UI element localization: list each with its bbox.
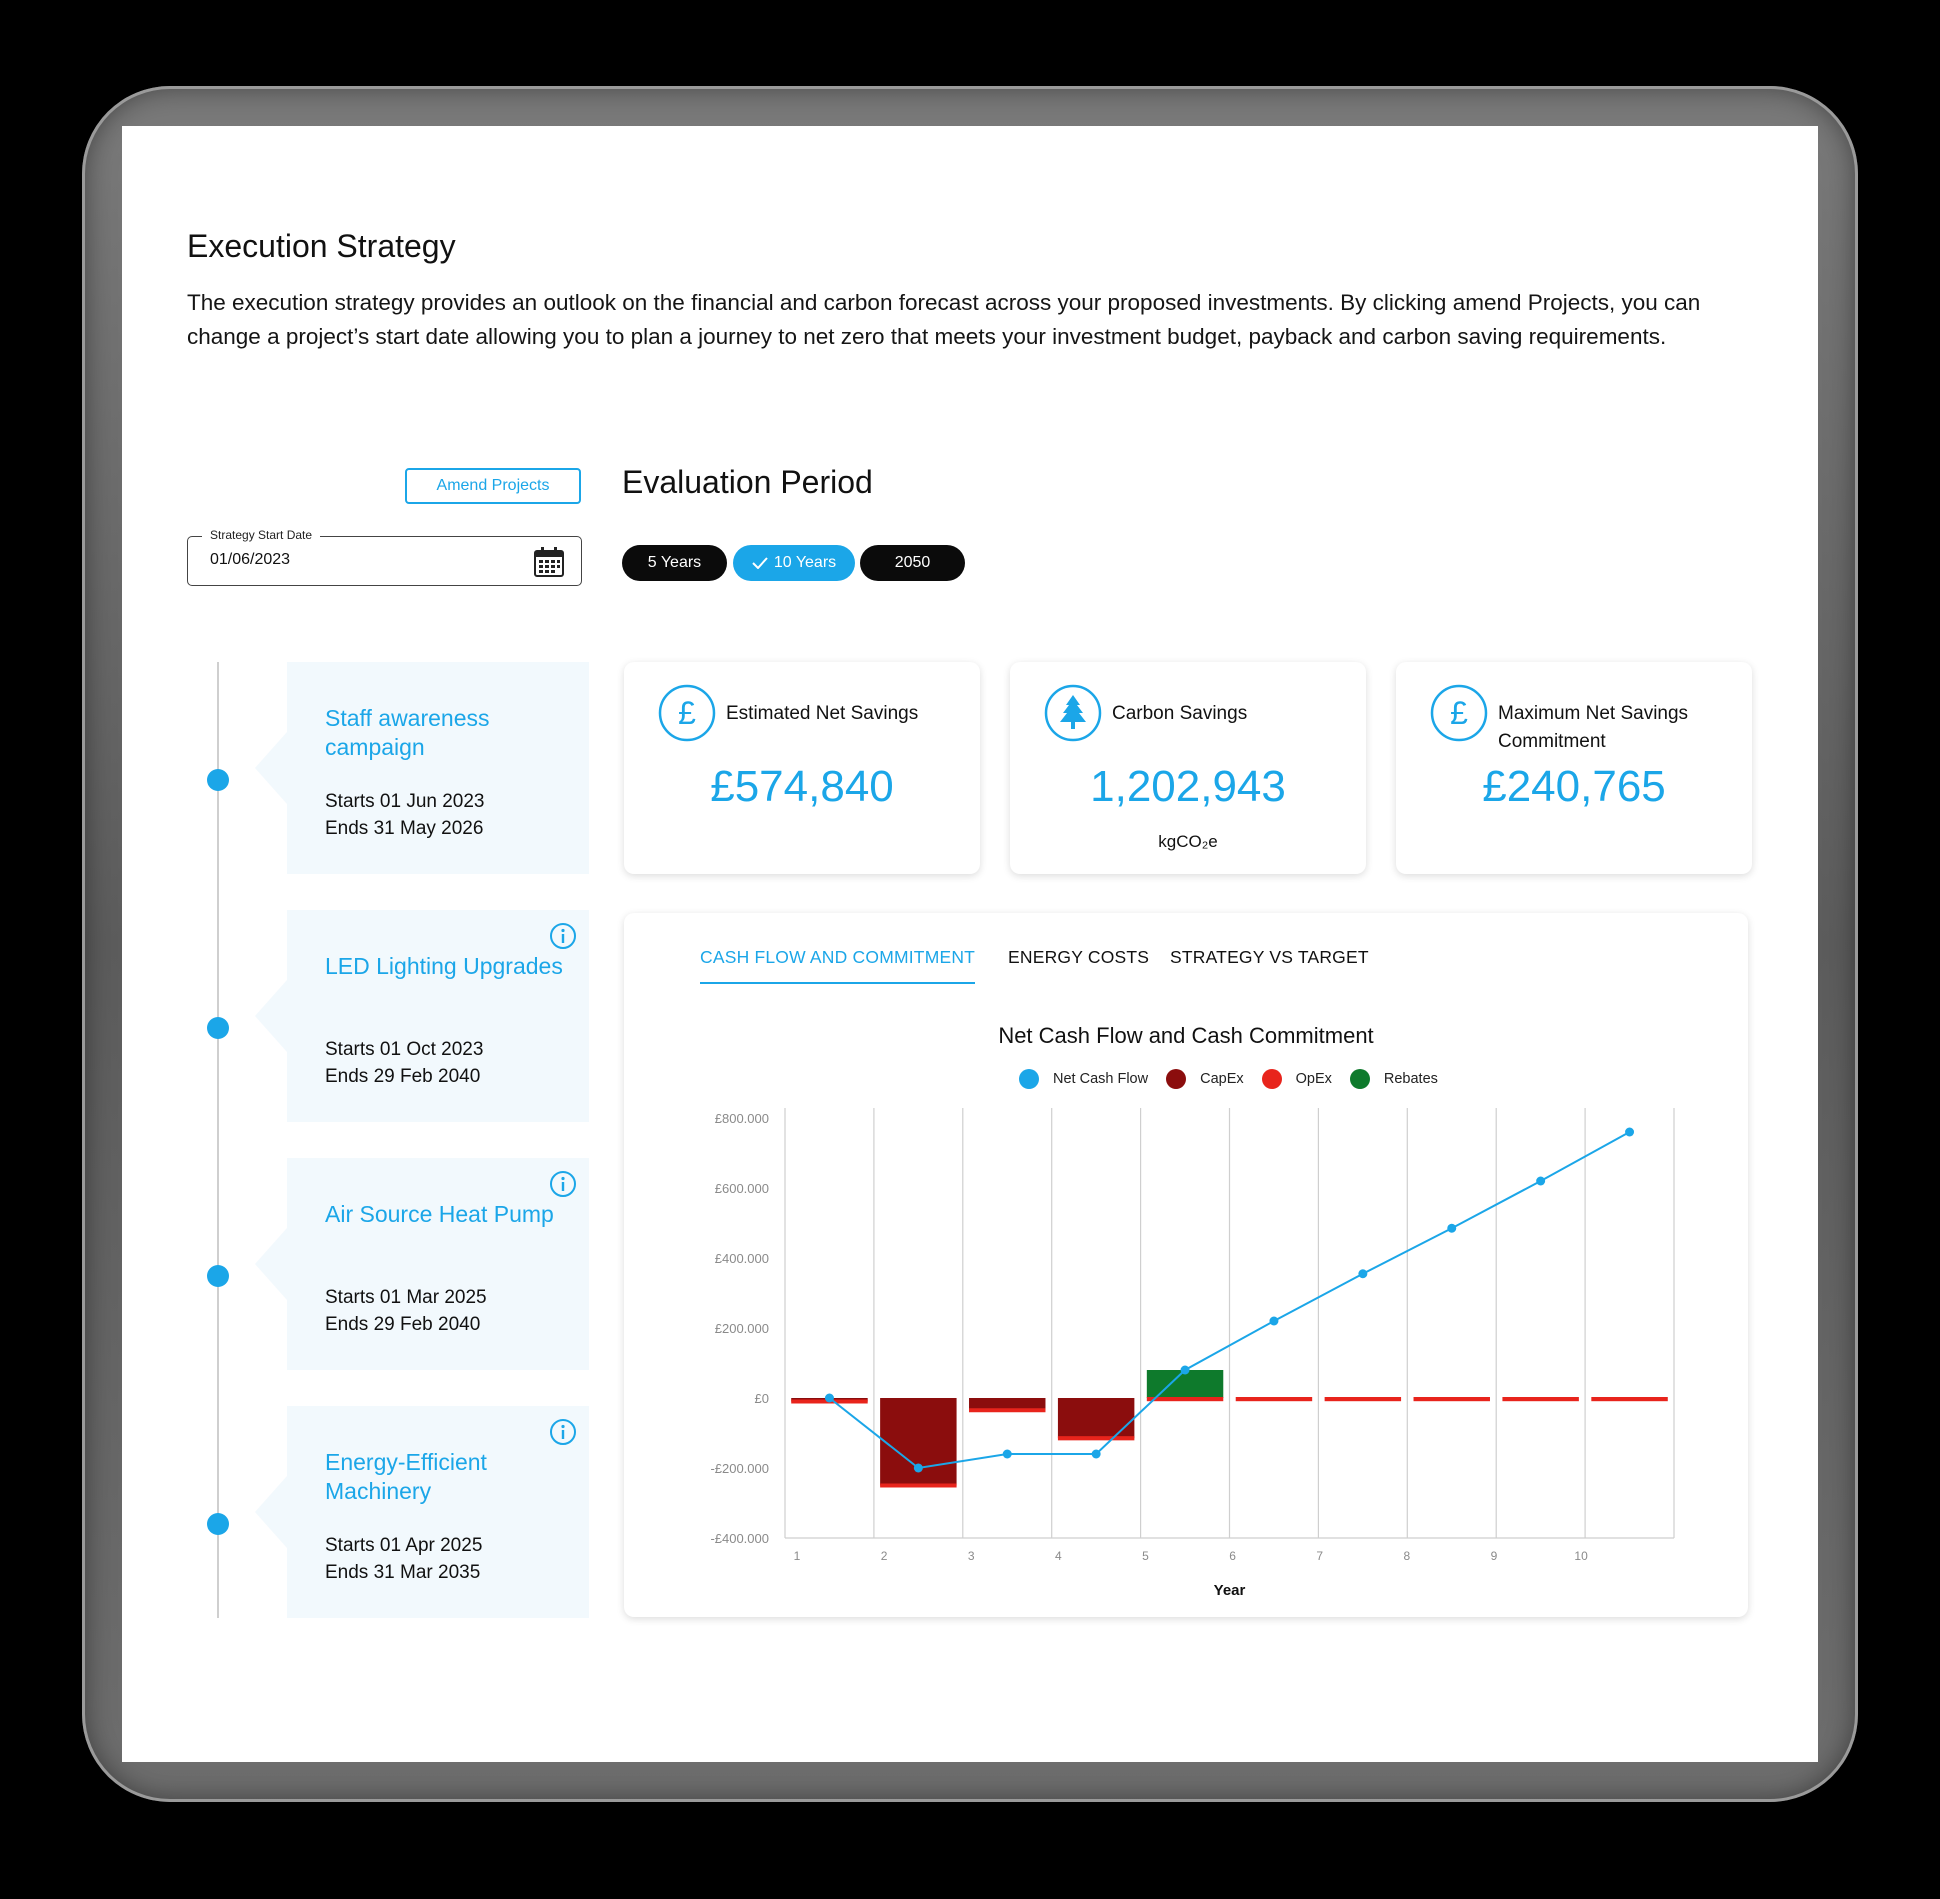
x-tick-label: 7 (1316, 1549, 1324, 1563)
tab-energy-costs[interactable]: ENERGY COSTS (1008, 947, 1150, 967)
kpi-carbon-savings (1010, 662, 1366, 874)
project-card-energy-efficient-machinery[interactable] (287, 1406, 589, 1618)
opex-bar (1502, 1397, 1578, 1401)
legend-label: Net Cash Flow (1053, 1071, 1149, 1087)
kpi-label: Maximum Net Savings Commitment (1498, 703, 1689, 752)
evaluation-period-title: Evaluation Period (622, 464, 873, 500)
opex-bar (880, 1484, 956, 1488)
x-tick-label: 1 (793, 1549, 801, 1563)
net-cash-flow-point (1358, 1269, 1367, 1278)
project-name: Staff awareness campaign (325, 705, 490, 760)
period-5-years-label: 5 Years (647, 554, 702, 571)
project-card-led-lighting[interactable] (287, 910, 589, 1122)
timeline-line (217, 662, 219, 1618)
x-tick-label: 2 (880, 1549, 888, 1563)
chart-card (624, 913, 1748, 1617)
pound-icon (1430, 684, 1488, 742)
timeline-dot (207, 1017, 229, 1039)
x-tick-label: 6 (1229, 1549, 1236, 1563)
svg-text:£: £ (678, 695, 696, 731)
project-end: Ends 29 Feb 2040 (325, 1314, 481, 1335)
opex-bar (1325, 1397, 1401, 1401)
period-10-years-button[interactable] (733, 545, 855, 581)
project-end: Ends 29 Feb 2040 (325, 1066, 481, 1087)
x-tick-label: 5 (1142, 1549, 1149, 1563)
y-tick-label: £400.000 (714, 1251, 769, 1266)
y-tick-label: £200.000 (714, 1321, 769, 1336)
project-start: Starts 01 Apr 2025 (325, 1535, 483, 1556)
y-tick-label: £600.000 (714, 1181, 769, 1196)
x-tick-label: 3 (967, 1549, 975, 1563)
opex-bar (1591, 1397, 1667, 1401)
x-tick-label: 4 (1055, 1549, 1062, 1563)
check-icon (752, 557, 768, 569)
legend-label: OpEx (1295, 1071, 1332, 1087)
net-cash-flow-point (1181, 1366, 1190, 1375)
legend-label: CapEx (1200, 1071, 1244, 1087)
project-name: Air Source Heat Pump (325, 1201, 554, 1227)
page-description: The execution strategy provides an outlook on the financial and carbon forecast across your proposed investments. By clicking amend Projects, you can change a project’s start date allowing you to plan a journey to net zero that meets your investment budget, payback and carbon saving requirements. (187, 290, 1701, 349)
project-name: Energy-Efficient Machinery (325, 1449, 487, 1504)
kpi-label: Estimated Net Savings (726, 703, 919, 724)
kpi-estimated-net-savings (624, 662, 980, 874)
cash-flow-chart (624, 913, 1748, 1617)
project-end: Ends 31 Mar 2035 (325, 1562, 481, 1583)
kpi-value: £574,840 (710, 762, 894, 811)
app-screen (122, 126, 1818, 1762)
calendar-icon[interactable] (533, 546, 565, 578)
start-date-value[interactable]: 01/06/2023 (210, 551, 291, 568)
info-icon[interactable] (549, 1418, 577, 1446)
project-start: Starts 01 Mar 2025 (325, 1287, 487, 1308)
period-2050-button[interactable] (860, 545, 965, 581)
legend-label: Rebates (1383, 1071, 1438, 1087)
amend-projects-button[interactable]: Amend Projects (405, 468, 581, 504)
project-card-staff-awareness[interactable] (287, 662, 589, 874)
period-5-years-button[interactable] (622, 545, 727, 581)
capex-bar (1058, 1398, 1134, 1438)
tree-icon (1044, 684, 1102, 742)
x-axis-label: Year (1213, 1582, 1246, 1599)
timeline-dot (207, 769, 229, 791)
chart-title: Net Cash Flow and Cash Commitment (998, 1023, 1374, 1048)
info-icon[interactable] (549, 1170, 577, 1198)
x-tick-label: 9 (1490, 1549, 1498, 1563)
timeline-dot (207, 1265, 229, 1287)
x-tick-label: 8 (1403, 1549, 1411, 1563)
kpi-unit: kgCO₂e (1158, 832, 1218, 851)
kpi-value: £240,765 (1482, 762, 1666, 811)
svg-text:£: £ (1450, 695, 1468, 731)
opex-bar (1058, 1436, 1134, 1440)
net-cash-flow-point (1269, 1317, 1278, 1326)
net-cash-flow-point (825, 1394, 834, 1403)
page-title: Execution Strategy (187, 228, 456, 264)
net-cash-flow-point (1003, 1450, 1012, 1459)
opex-bar (1236, 1397, 1312, 1401)
project-start: Starts 01 Jun 2023 (325, 791, 485, 812)
start-date-label: Strategy Start Date (202, 528, 320, 542)
tab-cash-flow-and-commitment[interactable]: CASH FLOW AND COMMITMENT (700, 947, 975, 984)
opex-bar (1414, 1397, 1490, 1401)
pound-icon (658, 684, 716, 742)
y-tick-label: -£400.000 (710, 1531, 769, 1546)
period-2050-label: 2050 (894, 554, 931, 571)
project-start: Starts 01 Oct 2023 (325, 1039, 484, 1060)
net-cash-flow-point (1447, 1224, 1456, 1233)
info-icon[interactable] (549, 922, 577, 950)
net-cash-flow-point (1625, 1128, 1634, 1137)
net-cash-flow-point (1092, 1450, 1101, 1459)
kpi-max-net-savings-commitment (1396, 662, 1752, 874)
strategy-start-date-field[interactable] (187, 528, 582, 586)
kpi-label: Carbon Savings (1112, 703, 1248, 724)
y-tick-label: £800.000 (714, 1111, 769, 1126)
project-card-air-source-heat-pump[interactable] (287, 1158, 589, 1370)
timeline-dot (207, 1513, 229, 1535)
project-end: Ends 31 May 2026 (325, 818, 484, 839)
x-tick-label: 10 (1574, 1549, 1588, 1563)
period-10-years-label: 10 Years (773, 554, 837, 571)
y-tick-label: -£200.000 (710, 1461, 769, 1476)
net-cash-flow-point (1536, 1177, 1545, 1186)
opex-bar (969, 1408, 1045, 1412)
tab-strategy-vs-target[interactable]: STRATEGY VS TARGET (1170, 947, 1369, 967)
opex-bar (1147, 1397, 1223, 1401)
net-cash-flow-point (914, 1464, 923, 1473)
project-name: LED Lighting Upgrades (325, 953, 563, 979)
y-tick-label: £0 (754, 1391, 769, 1406)
kpi-value: 1,202,943 (1090, 762, 1286, 811)
